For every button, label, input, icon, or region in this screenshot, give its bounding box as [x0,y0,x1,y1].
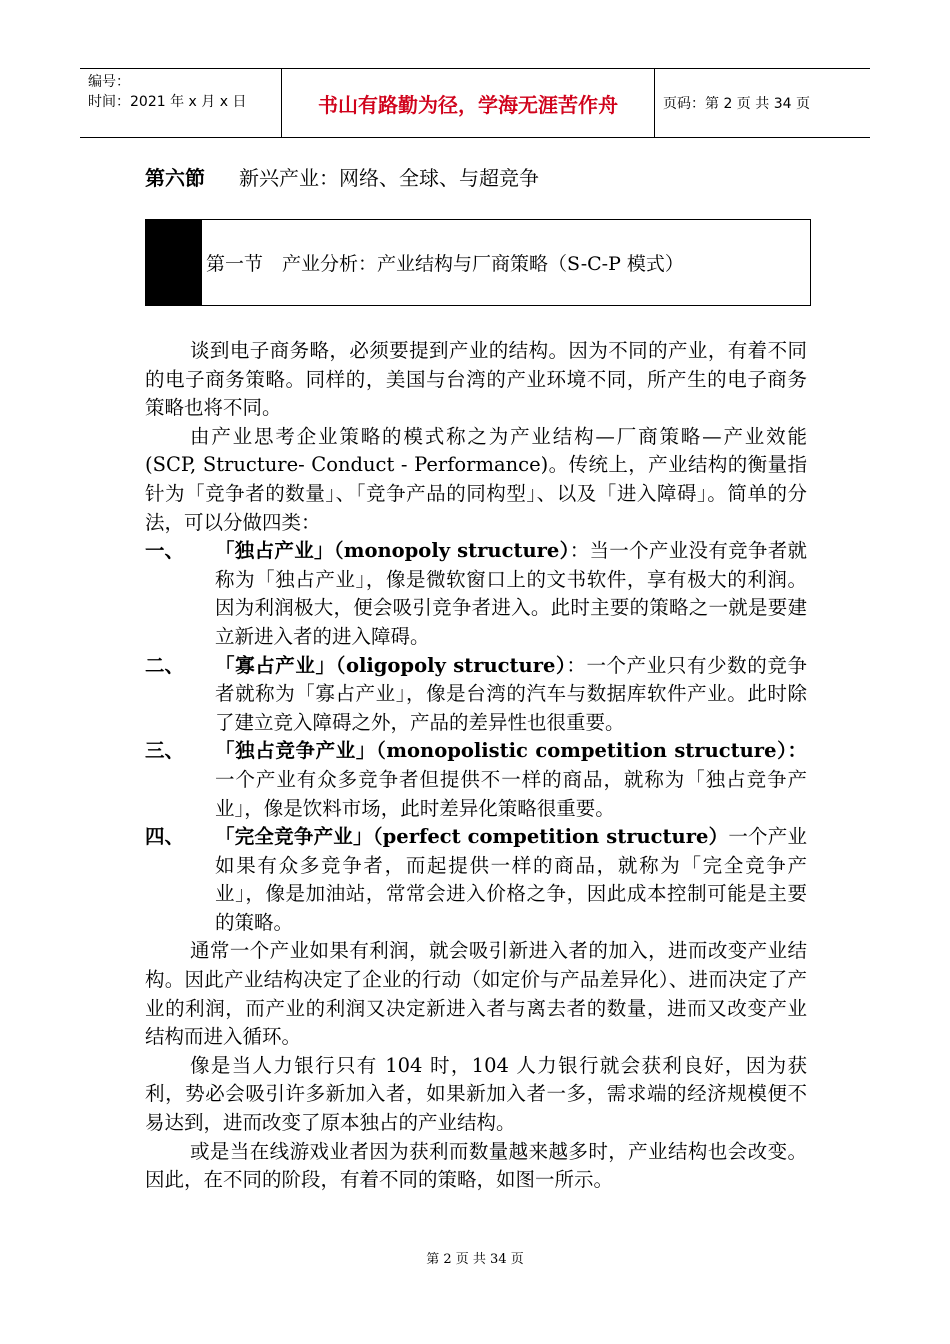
section-label: 第六節 [145,166,205,190]
list-item [145,537,807,651]
subsection-title-box [145,219,811,306]
paragraph-3: 通常一个产业如果有利润，就会吸引新进入者的加入，进而改变产业结构。因此产业结构决定了企业的行动（如定价与产品差异化）、进而决定了产业的利润，而产业的利润又决定新进入者与离去者的数量，进而又改变产业结构而进入循环。 [145,939,807,1049]
header-page-number: 页码：第 2 页 共 34 页 [663,96,810,112]
paragraph-1: 谈到电子商务略，必须要提到产业的结构。因为不同的产业，有着不同的电子商务策略。同样的，美国与台湾的产业环境不同，所产生的电子商务策略也将不同。 [145,339,807,420]
list-item-desc: 一个产业如果有众多竞争者，而起提供一样的商品，就称为「完全竞争产业」，像是加油站，常常会进入价格之争，因此成本控制可能是主要的策略。 [215,825,807,934]
paragraph-5: 或是当在线游戏业者因为获利而数量越来越多时，产业结构也会改变。因此，在不同的阶段，有着不同的策略，如图一所示。 [145,1139,807,1192]
page-footer: 第 2 页 共 34 页 [426,1252,524,1267]
paragraph-4: 像是当人力银行只有 104 时，104 人力银行就会获利良好，因为获利，势必会吸引许多新加入者，如果新加入者一多，需求端的经济规模便不易达到，进而改变了原本独占的产业结构。 [145,1053,807,1135]
title-box-black-bar [146,220,202,305]
header-motto: 书山有路勤为径，学海无涯苦作舟 [282,69,655,137]
document-body [145,337,807,1195]
list-item-number: 三、 [145,739,185,763]
list-item-desc: 一个产业有众多竞争者但提供不一样的商品，就称为「独占竞争产业」，像是饮料市场，此时差异化策略很重要。 [215,767,807,820]
page-header [80,68,870,138]
list-item-desc: ：当一个产业没有竞争者就称为「独占产业」，像是微软窗口上的文书软件，享有极大的利润。因为利润极大，便会吸引竞争者进入。此时主要的策略之一就是要建立新进入者的进入障碍。 [215,539,807,648]
list-item [145,823,807,937]
list-item-number: 二、 [145,653,185,677]
header-number: 编号： [88,74,130,90]
header-meta [80,69,282,137]
list-item-term: 「寡占产业」（oligopoly structure） [215,653,567,677]
list-item-number: 一、 [145,539,185,563]
paragraph-2: 由产业思考企业策略的模式称之为产业结构—厂商策略—产业效能 (SCP, Structure- Conduct - Performance)。传统上，产业结构的衡量指针为「竞争者的数量」、「竞争产品的同构型」、以及「进入障碍」。简单的分法，可以分做四类： [145,424,807,534]
subsection-title: 第一节 产业分析：产业结构与厂商策略（S-C-P 模式） [206,253,684,275]
list-item-desc: ：一个产业只有少数的竞争者就称为「寡占产业」，像是台湾的汽车与数据库软件产业。此时除了建立竞入障碍之外，产品的差异性也很重要。 [215,653,807,734]
list-item-number: 四、 [145,825,185,849]
list-item-term: 「完全竞争产业」（perfect competition structure） [215,825,729,849]
list-item-term: 「独占产业」（monopoly structure） [215,539,570,563]
header-date: 时间：2021 年 x 月 x 日 [88,94,247,110]
list-item [145,652,807,738]
section-heading [145,162,539,191]
section-title: 新兴产业：网络、全球、与超竞争 [239,166,539,190]
list-item [145,737,807,823]
list-item-term: 「独占竞争产业」（monopolistic competition structure）： [215,739,807,763]
